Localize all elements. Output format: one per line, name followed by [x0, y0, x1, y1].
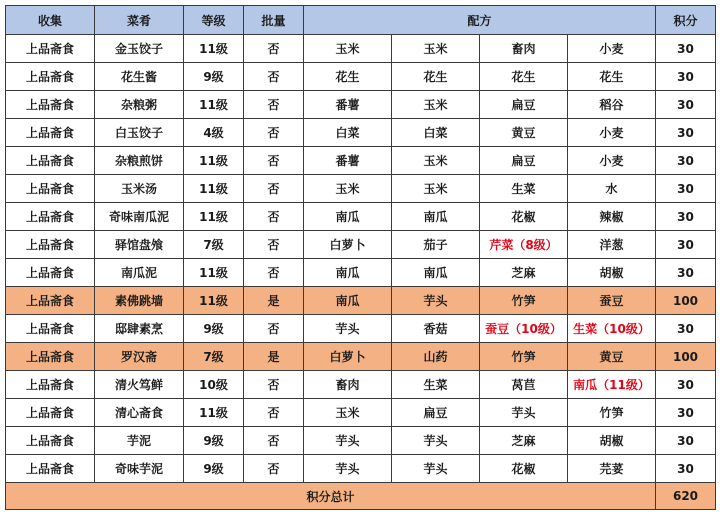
- cell-ingredient-2: 山药: [392, 343, 480, 371]
- cell-batch: 是: [244, 343, 304, 371]
- cell-collect: 上品斋食: [6, 231, 95, 259]
- cell-level: 11级: [184, 91, 244, 119]
- cell-ingredient-4: 花生: [568, 63, 656, 91]
- cell-ingredient-1: 芋头: [304, 455, 392, 483]
- cell-ingredient-4: 生菜（10级）: [568, 315, 656, 343]
- cell-ingredient-1: 番薯: [304, 147, 392, 175]
- table-row: [6, 35, 716, 63]
- cell-points: 30: [656, 147, 716, 175]
- table-row: [6, 175, 716, 203]
- table-row: [6, 343, 716, 371]
- cell-ingredient-2: 茄子: [392, 231, 480, 259]
- cell-collect: 上品斋食: [6, 343, 95, 371]
- cell-batch: 否: [244, 35, 304, 63]
- table-row: [6, 119, 716, 147]
- cell-ingredient-3: 花生: [480, 63, 568, 91]
- cell-collect: 上品斋食: [6, 63, 95, 91]
- cell-ingredient-3: 竹笋: [480, 343, 568, 371]
- cell-collect: 上品斋食: [6, 399, 95, 427]
- cell-ingredient-3: 扁豆: [480, 91, 568, 119]
- cell-ingredient-3: 花椒: [480, 203, 568, 231]
- table-row: [6, 399, 716, 427]
- cell-dish: 花生酱: [95, 63, 184, 91]
- table-body: [6, 35, 716, 483]
- total-value: 620: [656, 483, 716, 510]
- cell-level: 9级: [184, 455, 244, 483]
- cell-ingredient-1: 番薯: [304, 91, 392, 119]
- cell-ingredient-3: 芝麻: [480, 427, 568, 455]
- cell-ingredient-2: 花生: [392, 63, 480, 91]
- table-row: [6, 203, 716, 231]
- cell-ingredient-2: 香菇: [392, 315, 480, 343]
- cell-ingredient-3: 花椒: [480, 455, 568, 483]
- cell-points: 30: [656, 399, 716, 427]
- cell-ingredient-1: 芋头: [304, 427, 392, 455]
- header-recipe: 配方: [304, 6, 656, 35]
- cell-collect: 上品斋食: [6, 371, 95, 399]
- cell-level: 9级: [184, 315, 244, 343]
- cell-collect: 上品斋食: [6, 147, 95, 175]
- table-row: [6, 315, 716, 343]
- table-row: [6, 287, 716, 315]
- cell-ingredient-4: 水: [568, 175, 656, 203]
- cell-level: 7级: [184, 343, 244, 371]
- cell-collect: 上品斋食: [6, 91, 95, 119]
- cell-points: 30: [656, 455, 716, 483]
- cell-batch: 否: [244, 399, 304, 427]
- table-row: [6, 259, 716, 287]
- table-row: [6, 63, 716, 91]
- cell-dish: 清心斋食: [95, 399, 184, 427]
- cell-ingredient-4: 胡椒: [568, 259, 656, 287]
- cell-ingredient-2: 玉米: [392, 147, 480, 175]
- cell-collect: 上品斋食: [6, 259, 95, 287]
- total-label: 积分总计: [6, 483, 656, 510]
- cell-collect: 上品斋食: [6, 35, 95, 63]
- cell-batch: 否: [244, 203, 304, 231]
- cell-ingredient-3: 畜肉: [480, 35, 568, 63]
- cell-ingredient-3: 芋头: [480, 399, 568, 427]
- cell-ingredient-1: 玉米: [304, 35, 392, 63]
- cell-ingredient-1: 畜肉: [304, 371, 392, 399]
- cell-ingredient-1: 南瓜: [304, 203, 392, 231]
- cell-collect: 上品斋食: [6, 203, 95, 231]
- cell-ingredient-4: 芫荽: [568, 455, 656, 483]
- cell-level: 11级: [184, 35, 244, 63]
- cell-dish: 杂粮粥: [95, 91, 184, 119]
- cell-ingredient-2: 玉米: [392, 175, 480, 203]
- cell-ingredient-1: 花生: [304, 63, 392, 91]
- cell-collect: 上品斋食: [6, 455, 95, 483]
- cell-ingredient-2: 生菜: [392, 371, 480, 399]
- cell-points: 30: [656, 259, 716, 287]
- cell-points: 30: [656, 35, 716, 63]
- cell-batch: 否: [244, 455, 304, 483]
- cell-batch: 否: [244, 259, 304, 287]
- cell-collect: 上品斋食: [6, 315, 95, 343]
- header-collect: 收集: [6, 6, 95, 35]
- table-row: [6, 371, 716, 399]
- cell-ingredient-3: 黄豆: [480, 119, 568, 147]
- cell-batch: 否: [244, 63, 304, 91]
- cell-dish: 南瓜泥: [95, 259, 184, 287]
- header-batch: 批量: [244, 6, 304, 35]
- cell-ingredient-4: 小麦: [568, 147, 656, 175]
- cell-batch: 否: [244, 175, 304, 203]
- cell-dish: 奇味南瓜泥: [95, 203, 184, 231]
- cell-ingredient-2: 南瓜: [392, 203, 480, 231]
- cell-ingredient-1: 白萝卜: [304, 231, 392, 259]
- recipe-table-container: [5, 5, 716, 510]
- table-row: [6, 91, 716, 119]
- cell-dish: 玉米汤: [95, 175, 184, 203]
- cell-points: 100: [656, 343, 716, 371]
- cell-points: 30: [656, 175, 716, 203]
- cell-ingredient-2: 玉米: [392, 35, 480, 63]
- cell-collect: 上品斋食: [6, 175, 95, 203]
- cell-batch: 否: [244, 91, 304, 119]
- cell-ingredient-4: 稻谷: [568, 91, 656, 119]
- cell-batch: 是: [244, 287, 304, 315]
- cell-level: 11级: [184, 399, 244, 427]
- cell-dish: 邸肆素烹: [95, 315, 184, 343]
- cell-ingredient-3: 竹笋: [480, 287, 568, 315]
- cell-ingredient-2: 南瓜: [392, 259, 480, 287]
- cell-ingredient-2: 芋头: [392, 287, 480, 315]
- cell-level: 11级: [184, 203, 244, 231]
- cell-dish: 金玉饺子: [95, 35, 184, 63]
- cell-ingredient-3: 芹菜（8级）: [480, 231, 568, 259]
- cell-level: 7级: [184, 231, 244, 259]
- cell-dish: 驿馆盘飧: [95, 231, 184, 259]
- cell-dish: 杂粮煎饼: [95, 147, 184, 175]
- cell-dish: 素佛跳墙: [95, 287, 184, 315]
- cell-ingredient-4: 竹笋: [568, 399, 656, 427]
- cell-batch: 否: [244, 315, 304, 343]
- cell-level: 10级: [184, 371, 244, 399]
- cell-ingredient-1: 芋头: [304, 315, 392, 343]
- cell-level: 4级: [184, 119, 244, 147]
- cell-points: 100: [656, 287, 716, 315]
- cell-ingredient-2: 玉米: [392, 91, 480, 119]
- cell-level: 11级: [184, 259, 244, 287]
- cell-points: 30: [656, 371, 716, 399]
- cell-ingredient-4: 胡椒: [568, 427, 656, 455]
- total-row: [6, 483, 716, 510]
- cell-ingredient-1: 玉米: [304, 399, 392, 427]
- cell-points: 30: [656, 91, 716, 119]
- cell-level: 9级: [184, 427, 244, 455]
- recipe-table: [5, 5, 716, 510]
- cell-ingredient-3: 扁豆: [480, 147, 568, 175]
- cell-ingredient-2: 芋头: [392, 427, 480, 455]
- cell-ingredient-1: 白菜: [304, 119, 392, 147]
- cell-ingredient-3: 莴苣: [480, 371, 568, 399]
- cell-points: 30: [656, 203, 716, 231]
- cell-ingredient-4: 辣椒: [568, 203, 656, 231]
- cell-ingredient-2: 扁豆: [392, 399, 480, 427]
- cell-collect: 上品斋食: [6, 287, 95, 315]
- cell-dish: 白玉饺子: [95, 119, 184, 147]
- cell-ingredient-2: 芋头: [392, 455, 480, 483]
- cell-level: 9级: [184, 63, 244, 91]
- header-dish: 菜肴: [95, 6, 184, 35]
- table-header-row: [6, 6, 716, 35]
- cell-dish: 奇味芋泥: [95, 455, 184, 483]
- cell-ingredient-1: 南瓜: [304, 287, 392, 315]
- cell-ingredient-4: 小麦: [568, 119, 656, 147]
- cell-batch: 否: [244, 147, 304, 175]
- cell-batch: 否: [244, 427, 304, 455]
- cell-level: 11级: [184, 175, 244, 203]
- cell-ingredient-3: 芝麻: [480, 259, 568, 287]
- cell-ingredient-4: 南瓜（11级）: [568, 371, 656, 399]
- cell-ingredient-4: 洋葱: [568, 231, 656, 259]
- table-row: [6, 147, 716, 175]
- cell-dish: 芋泥: [95, 427, 184, 455]
- cell-points: 30: [656, 231, 716, 259]
- header-level: 等级: [184, 6, 244, 35]
- header-points: 积分: [656, 6, 716, 35]
- cell-batch: 否: [244, 119, 304, 147]
- cell-ingredient-1: 白萝卜: [304, 343, 392, 371]
- table-row: [6, 231, 716, 259]
- cell-level: 11级: [184, 147, 244, 175]
- cell-ingredient-4: 黄豆: [568, 343, 656, 371]
- cell-ingredient-4: 小麦: [568, 35, 656, 63]
- cell-level: 11级: [184, 287, 244, 315]
- cell-ingredient-3: 蚕豆（10级）: [480, 315, 568, 343]
- table-row: [6, 455, 716, 483]
- cell-ingredient-3: 生菜: [480, 175, 568, 203]
- cell-points: 30: [656, 427, 716, 455]
- cell-ingredient-1: 南瓜: [304, 259, 392, 287]
- cell-points: 30: [656, 63, 716, 91]
- cell-collect: 上品斋食: [6, 119, 95, 147]
- cell-points: 30: [656, 315, 716, 343]
- cell-ingredient-2: 白菜: [392, 119, 480, 147]
- cell-ingredient-1: 玉米: [304, 175, 392, 203]
- cell-batch: 否: [244, 371, 304, 399]
- cell-dish: 清火笃鲜: [95, 371, 184, 399]
- cell-collect: 上品斋食: [6, 427, 95, 455]
- cell-ingredient-4: 蚕豆: [568, 287, 656, 315]
- cell-points: 30: [656, 119, 716, 147]
- cell-batch: 否: [244, 231, 304, 259]
- cell-dish: 罗汉斋: [95, 343, 184, 371]
- table-row: [6, 427, 716, 455]
